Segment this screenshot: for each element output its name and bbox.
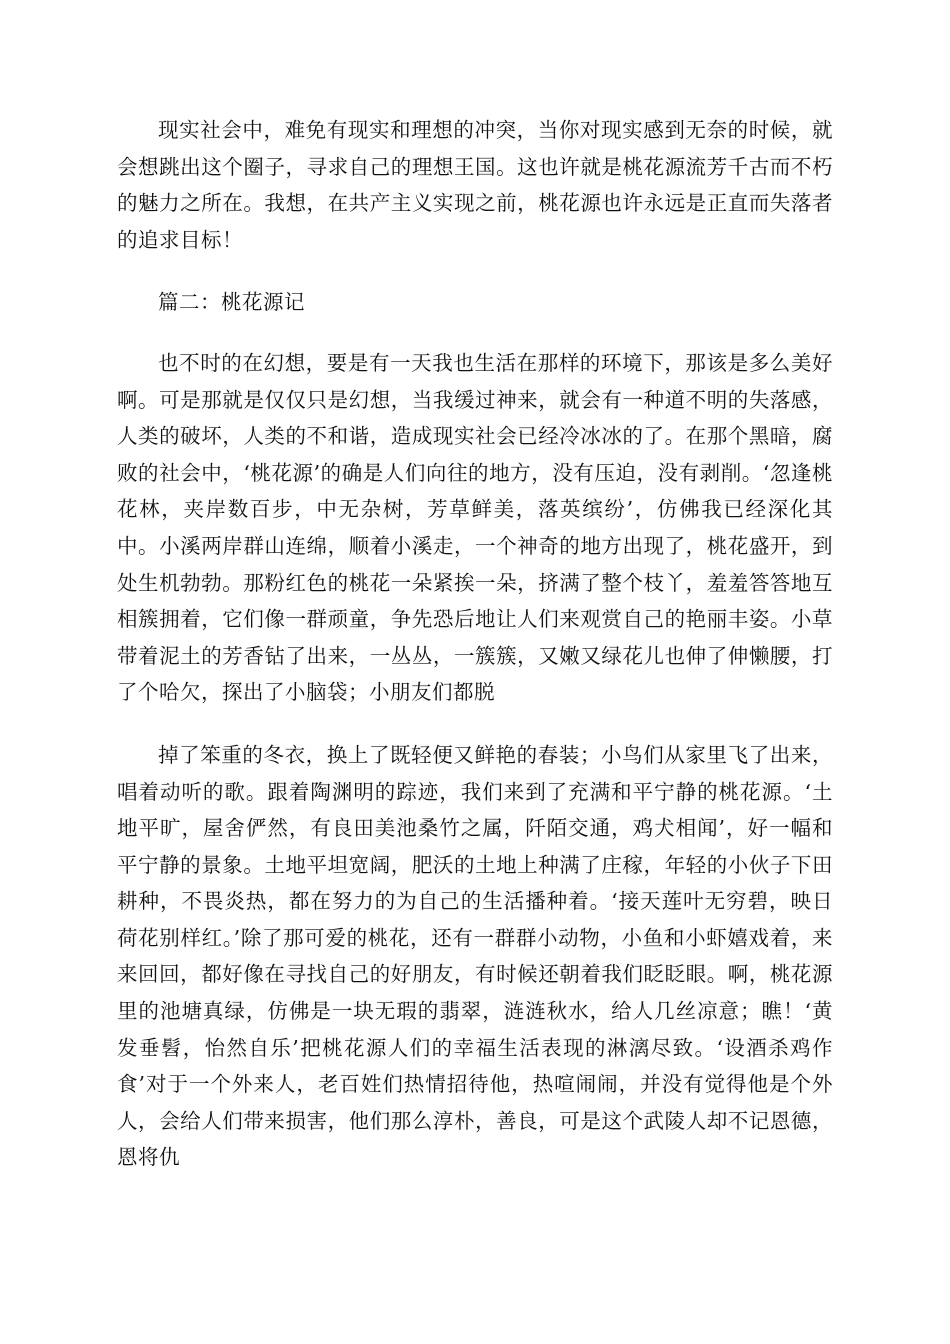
paragraph-fantasy: 也不时的在幻想，要是有一天我也生活在那样的环境下，那该是多么美好啊。可是那就是仅仅只是幻想，当我缓过神来，就会有一种道不明的失落感，人类的破坏，人类的不和谐，造成现实社会已经冷冰冰的了。在那个黑暗，腐败的社会中，‘桃花源’的确是人们向往的地方，没有压迫，没有剥削。‘忽逢桃花林，夹岸数百步，中无杂树，芳草鲜美，落英缤纷’，仿佛我已经深化其中。小溪两岸群山连绵，顺着小溪走，一个神奇的地方出现了，桃花盛开，到处生机勃勃。那粉红色的桃花一朵紧挨一朵，挤满了整个枝丫，羞羞答答地互相簇拥着，它们像一群顽童，争先恐后地让人们来观赏自己的艳丽丰姿。小草带着泥土的芳香钻了出来，一丛丛，一簇簇，又嫩又绿花儿也伸了伸懒腰，打了个哈欠，探出了小脑袋；小朋友们都脱 — [117, 350, 833, 705]
section-heading: 篇二：桃花源记 — [158, 290, 305, 315]
paragraph-spring-scene: 掉了笨重的冬衣，换上了既轻便又鲜艳的春装；小鸟们从家里飞了出来，唱着动听的歌。跟着陶渊明的踪迹，我们来到了充满和平宁静的桃花源。‘土地平旷，屋舍俨然，有良田美池桑竹之属，阡陌交通，鸡犬相闻’，好一幅和平宁静的景象。土地平坦宽阔，肥沃的土地上种满了庄稼，年轻的小伙子下田耕种，不畏炎热，都在努力的为自己的生活播种着。‘接天莲叶无穷碧，映日荷花别样红。’除了那可爱的桃花，还有一群群小动物，小鱼和小虾嬉戏着，来来回回，都好像在寻找自己的好朋友，有时候还朝着我们眨眨眼。啊，桃花源里的池塘真绿，仿佛是一块无瑕的翡翠，涟涟秋水，给人几丝凉意；瞧！‘黄发垂髫，怡然自乐’把桃花源人们的幸福生活表现的淋漓尽致。‘设酒杀鸡作食’对于一个外来人，老百姓们热情招待他，热喧闹闹，并没有觉得他是个外人，会给人们带来损害，他们那么淳朴，善良，可是这个武陵人却不记恩德，恩将仇 — [117, 742, 833, 1170]
document-page — [117, 112, 833, 1176]
paragraph-reality: 现实社会中，难免有现实和理想的冲突，当你对现实感到无奈的时候，就会想跳出这个圈子，寻求自己的理想王国。这也许就是桃花源流芳千古而不朽的魅力之所在。我想，在共产主义实现之前，桃花源也许永远是正直而失落者的追求目标！ — [117, 118, 833, 252]
